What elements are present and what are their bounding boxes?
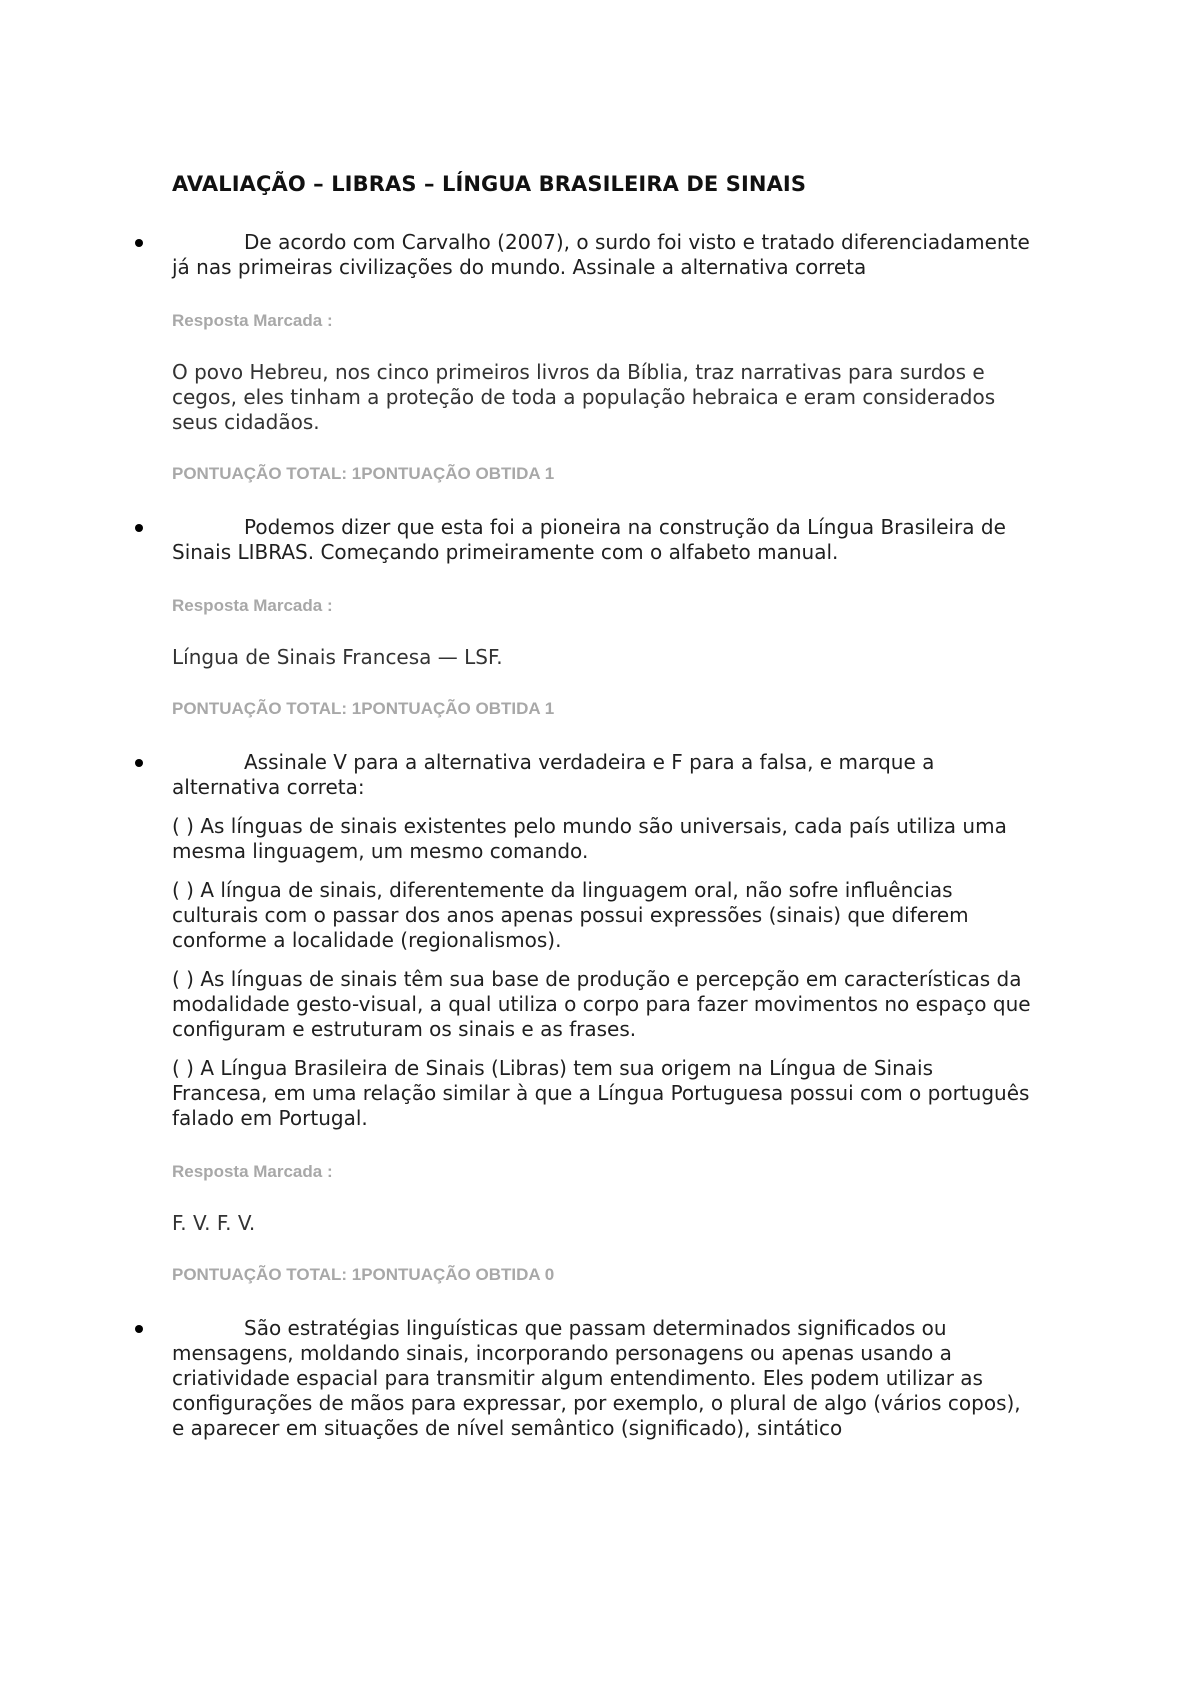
- bullet-icon: [135, 239, 143, 247]
- question-option: ( ) A língua de sinais, diferentemente da linguagem oral, não sofre influências culturais com o passar dos anos apenas possui expressões (sinais) que diferem conforme a localidade (regionalismos).: [172, 878, 969, 952]
- question-option: ( ) A Língua Brasileira de Sinais (Libras) tem sua origem na Língua de Sinais Francesa, em uma relação similar à que a Língua Portuguesa possui com o português falado em Portugal.: [172, 1056, 1030, 1130]
- question-2: [172, 515, 1032, 720]
- document-title: AVALIAÇÃO – LIBRAS – LÍNGUA BRASILEIRA DE SINAIS: [172, 172, 807, 196]
- answer-label: Resposta Marcada :: [172, 596, 333, 615]
- marked-answer: F. V. F. V.: [172, 1211, 256, 1235]
- question-1: [172, 230, 1032, 485]
- question-3: [172, 750, 1032, 1286]
- answer-label: Resposta Marcada :: [172, 1162, 333, 1181]
- marked-answer: Língua de Sinais Francesa — LSF.: [172, 645, 503, 669]
- bullet-icon: [135, 759, 143, 767]
- marked-answer: O povo Hebreu, nos cinco primeiros livros da Bíblia, traz narrativas para surdos e cegos, eles tinham a proteção de toda a população hebraica e eram considerados seus cidadãos.: [172, 360, 996, 434]
- bullet-icon: [135, 524, 143, 532]
- bullet-icon: [135, 1325, 143, 1333]
- question-text: De acordo com Carvalho (2007), o surdo foi visto e tratado diferenciadamente já nas primeiras civilizações do mundo. Assinale a alternativa correta: [172, 230, 1030, 279]
- score-line: PONTUAÇÃO TOTAL: 1PONTUAÇÃO OBTIDA 0: [172, 1265, 555, 1284]
- question-text: Assinale V para a alternativa verdadeira e F para a falsa, e marque a alternativa correta:: [172, 750, 935, 799]
- question-4: [172, 1316, 1032, 1441]
- document-page: [172, 172, 1032, 1441]
- question-option: ( ) As línguas de sinais existentes pelo mundo são universais, cada país utiliza uma mesma linguagem, um mesmo comando.: [172, 814, 1007, 863]
- question-text: Podemos dizer que esta foi a pioneira na construção da Língua Brasileira de Sinais LIBRAS. Começando primeiramente com o alfabeto manual.: [172, 515, 1006, 564]
- question-option: ( ) As línguas de sinais têm sua base de produção e percepção em características da modalidade gesto-visual, a qual utiliza o corpo para fazer movimentos no espaço que configuram e estruturam os sinais e as frases.: [172, 967, 1031, 1041]
- answer-label: Resposta Marcada :: [172, 311, 333, 330]
- question-text: São estratégias linguísticas que passam determinados significados ou mensagens, moldando sinais, incorporando personagens ou apenas usando a criatividade espacial para transmitir algum entendimento. Eles podem utilizar as configurações de mãos para expressar, por exemplo, o plural de algo (vários copos), e aparecer em situações de nível semântico (significado), sintático: [172, 1316, 1021, 1440]
- score-line: PONTUAÇÃO TOTAL: 1PONTUAÇÃO OBTIDA 1: [172, 464, 555, 483]
- score-line: PONTUAÇÃO TOTAL: 1PONTUAÇÃO OBTIDA 1: [172, 699, 555, 718]
